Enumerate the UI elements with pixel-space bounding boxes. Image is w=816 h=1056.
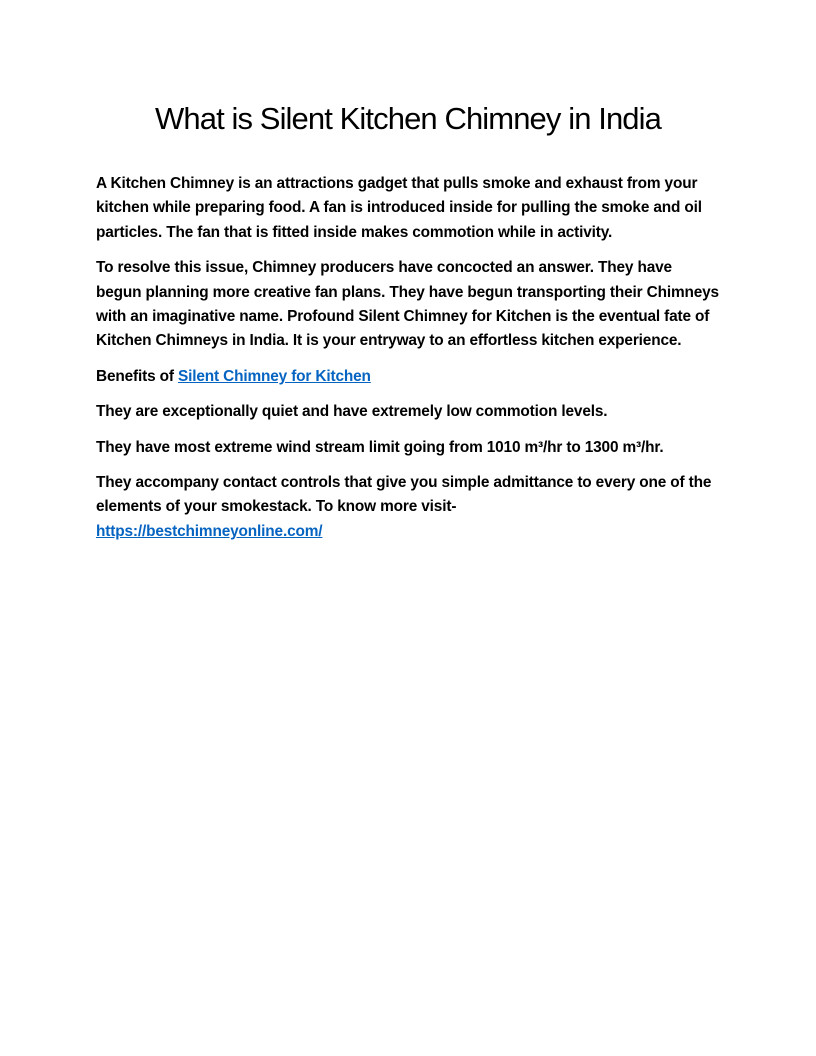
controls-paragraph <box>96 471 720 544</box>
silent-chimney-link[interactable]: Silent Chimney for Kitchen <box>178 367 371 385</box>
controls-text: They accompany contact controls that give you simple admittance to every one of the elements of your smokestack. To know more visit- <box>96 474 712 516</box>
quiet-paragraph: They are exceptionally quiet and have extremely low commotion levels. <box>96 403 608 421</box>
page-title: What is Silent Kitchen Chimney in India <box>155 101 661 136</box>
intro-paragraph: A Kitchen Chimney is an attractions gadget that pulls smoke and exhaust from your kitchen while preparing food. A fan is introduced inside for pulling the smoke and oil particles. The fan that is fitted inside makes commotion while in activity. <box>96 175 702 241</box>
benefits-prefix: Benefits of <box>96 367 178 385</box>
benefits-heading <box>96 365 720 389</box>
resolve-paragraph: To resolve this issue, Chimney producers have concocted an answer. They have begun planning more creative fan plans. They have begun transporting their Chimneys with an imaginative name. Profound Silent Chimney for Kitchen is the eventual fate of Kitchen Chimneys in India. It is your entryway to an effortless kitchen experience. <box>96 259 719 350</box>
website-link[interactable]: https://bestchimneyonline.com/ <box>96 522 323 540</box>
document-body <box>96 172 720 555</box>
airflow-paragraph: They have most extreme wind stream limit going from 1010 m³/hr to 1300 m³/hr. <box>96 438 664 456</box>
